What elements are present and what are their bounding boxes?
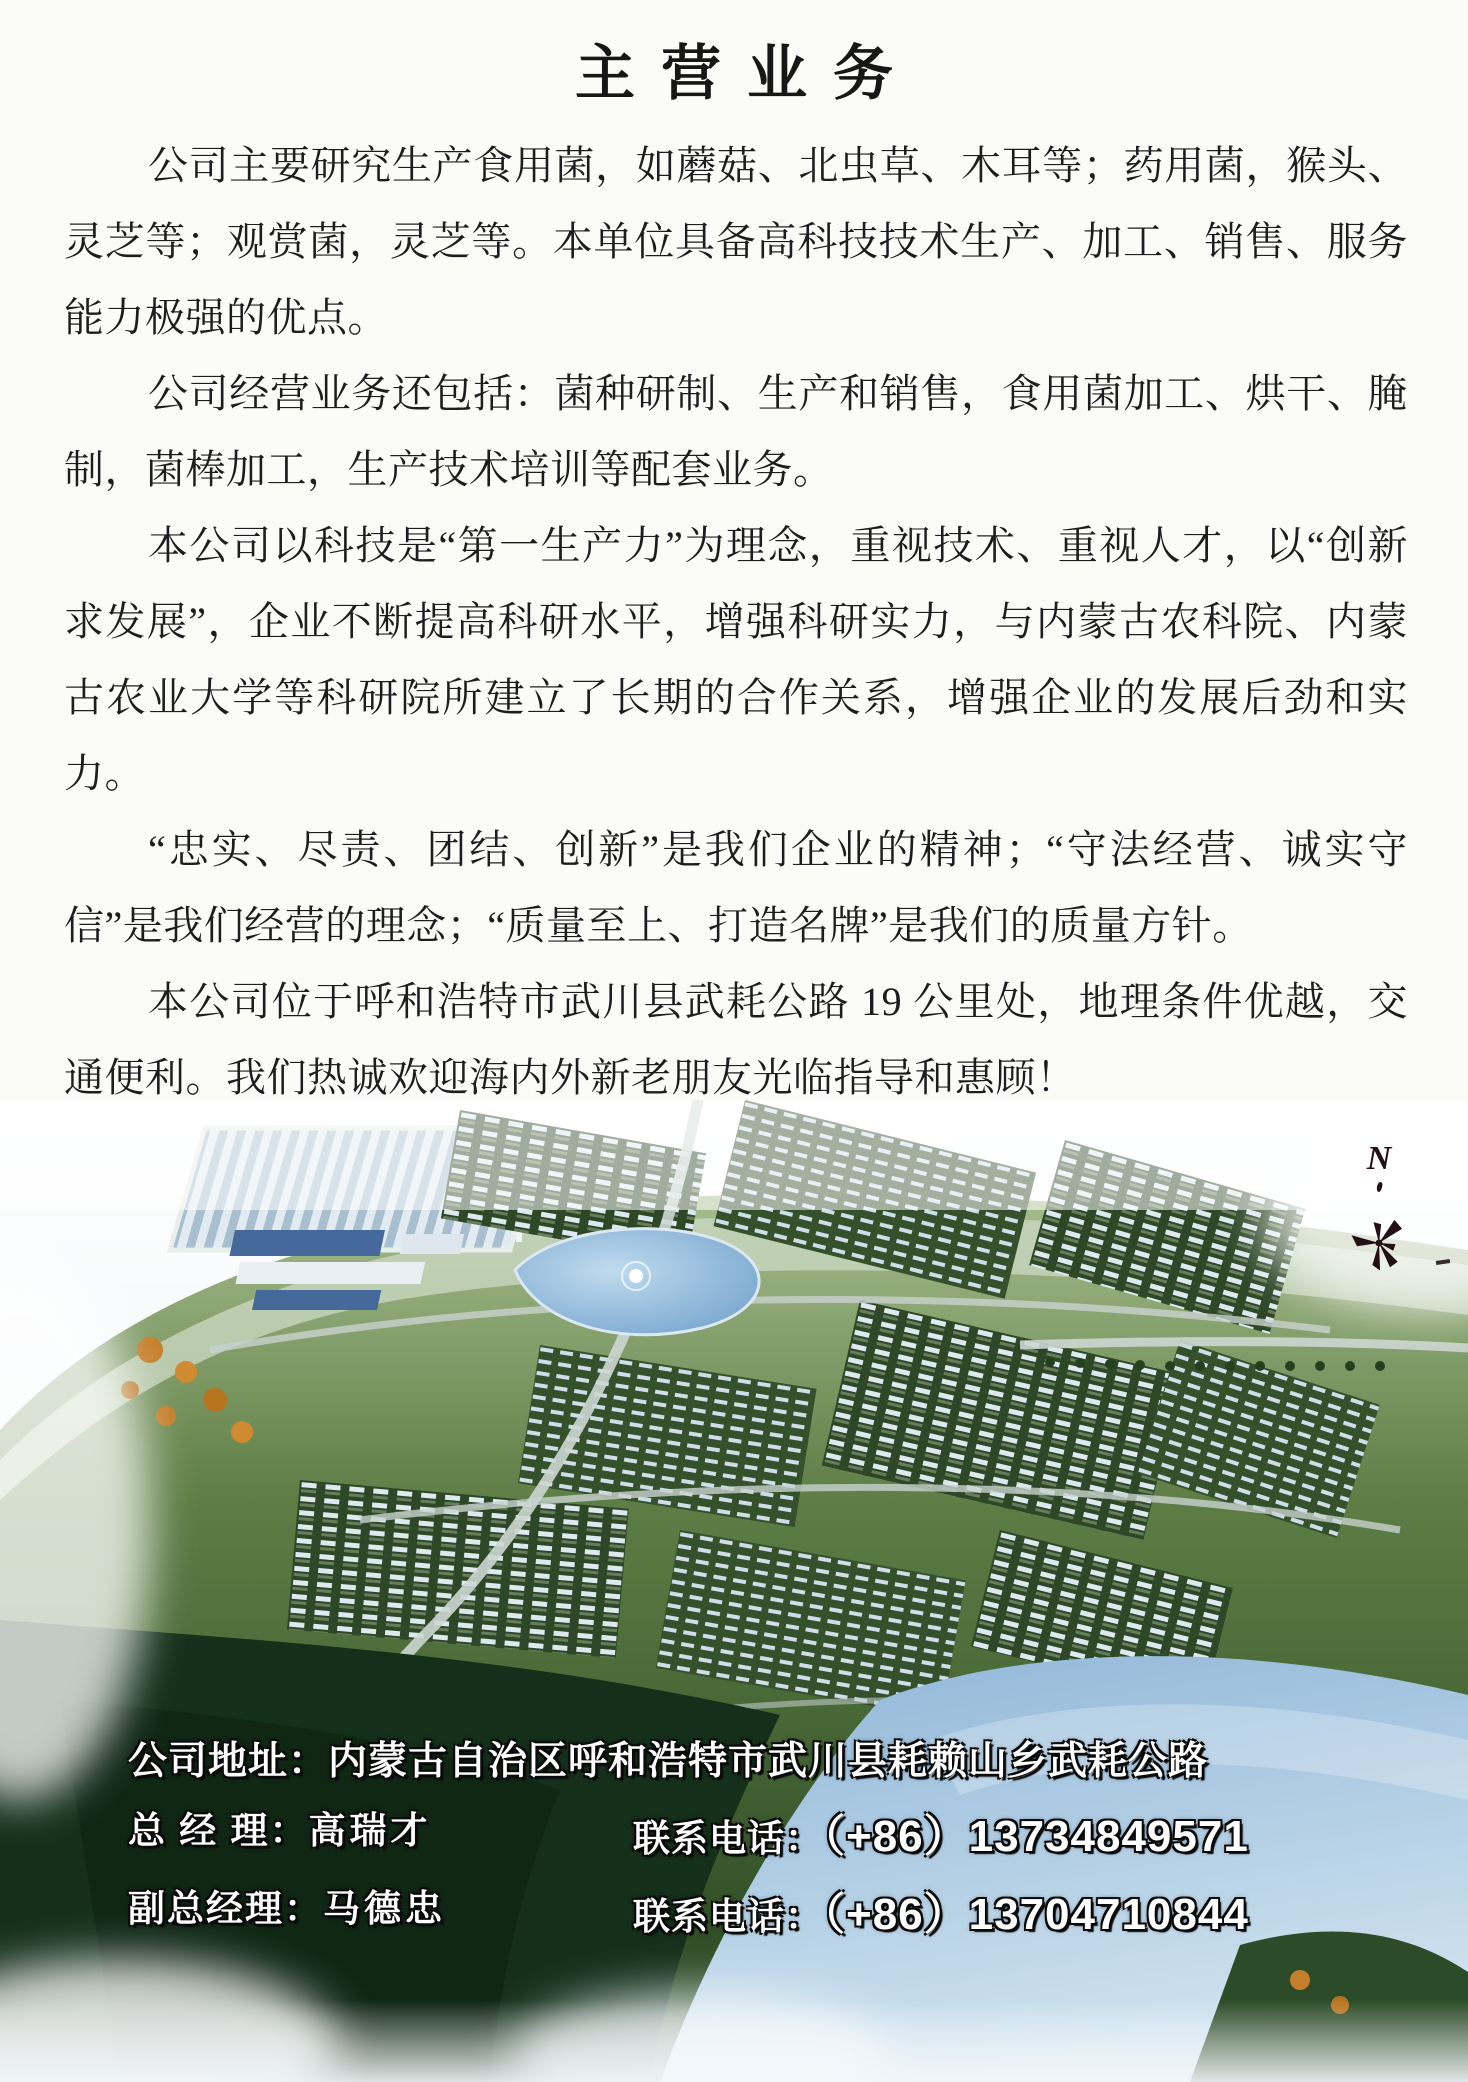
general-manager-name: 高瑞才 xyxy=(308,1810,432,1851)
page-title: 主营业务 xyxy=(575,41,919,107)
company-address-line xyxy=(128,1730,1208,1786)
paragraph-main-products: 公司主要研究生产食用菌，如蘑菇、北虫草、木耳等；药用菌，猴头、灵芝等；观赏菌，灵芝等。本单位具备高科技技术生产、加工、销售、服务能力极强的优点。 xyxy=(64,143,1408,340)
company-address-label: 公司地址： xyxy=(128,1740,329,1783)
deputy-manager-phone: 联系电话：（+86）13704710844 xyxy=(633,1890,1249,1939)
compass-n-label: N xyxy=(1366,1140,1392,1177)
general-manager-phone: 联系电话：（+86）13734849571 xyxy=(633,1812,1249,1861)
photo-caption-overlay xyxy=(0,1100,1468,2082)
deputy-manager-name: 马德忠 xyxy=(323,1888,446,1929)
compass-rose-icon xyxy=(1346,1210,1412,1276)
paragraph-location: 本公司位于呼和浩特市武川县武耗公路 19 公里处，地理条件优越，交通便利。我们热诚欢迎海内外新老朋友光临指导和惠顾！ xyxy=(64,979,1408,1100)
deputy-manager-line xyxy=(128,1878,1249,1939)
paragraph-values: “忠实、尽责、团结、创新”是我们企业的精神；“守法经营、诚实守信”是我们经营的理念；“质量至上、打造名牌”是我们的质量方针。 xyxy=(64,827,1408,948)
compass-tick-mark xyxy=(1376,1182,1383,1193)
compass-north-indicator xyxy=(1324,1142,1434,1332)
body-text xyxy=(0,128,1468,1116)
general-manager-label: 总 经 理： xyxy=(128,1810,309,1851)
general-manager-line xyxy=(128,1800,1249,1861)
aerial-photo xyxy=(0,1100,1468,2082)
company-address-value: 内蒙古自治区呼和浩特市武川县耗赖山乡武耗公路 xyxy=(328,1740,1209,1783)
paragraph-other-business: 公司经营业务还包括：菌种研制、生产和销售，食用菌加工、烘干、腌制，菌棒加工，生产技术培训等配套业务。 xyxy=(64,371,1408,492)
deputy-manager-label: 副总经理： xyxy=(128,1888,323,1929)
paragraph-technology: 本公司以科技是“第一生产力”为理念，重视技术、重视人才，以“创新求发展”，企业不断提高科研水平，增强科研实力，与内蒙古农科院、内蒙古农业大学等科研院所建立了长期的合作关系，增强企业的发展后劲和实力。 xyxy=(64,523,1408,796)
